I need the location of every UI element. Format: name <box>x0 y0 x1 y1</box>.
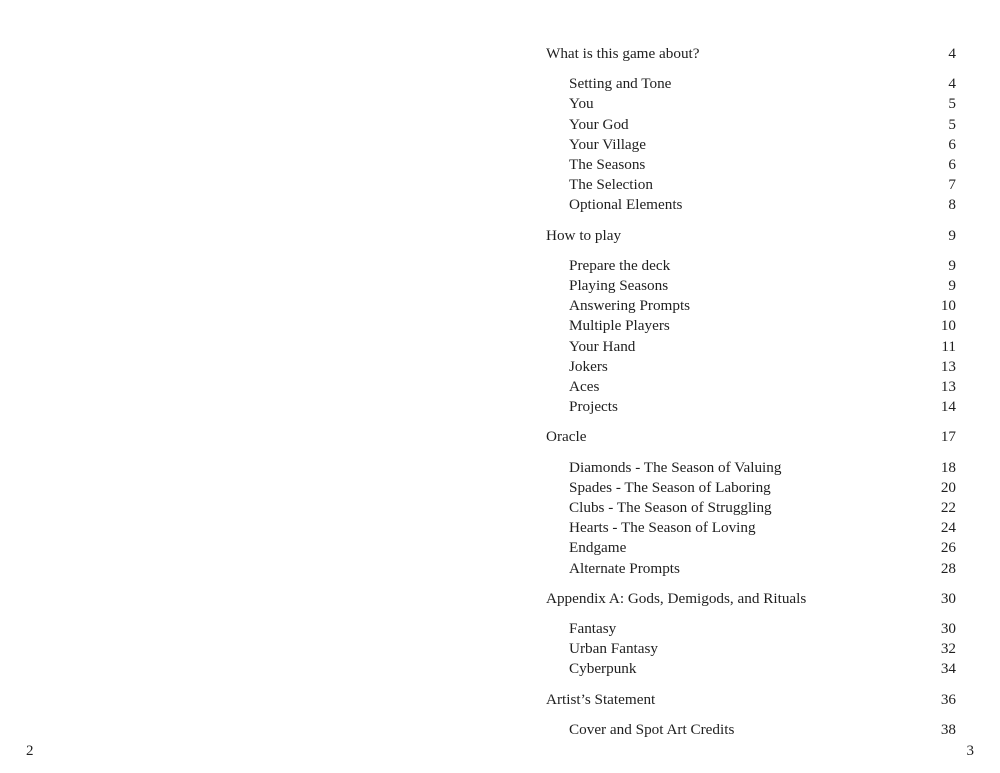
toc-subentry-title: Urban Fantasy <box>569 640 658 658</box>
toc-subentry-title: The Seasons <box>569 156 646 174</box>
toc-subentry[interactable] <box>546 256 956 276</box>
toc-subentry-title: Your Hand <box>569 337 636 355</box>
toc-section-appendix-a <box>546 589 956 680</box>
toc-subentry[interactable] <box>546 377 956 397</box>
toc-subentry[interactable] <box>546 74 956 94</box>
toc-entry[interactable] <box>546 44 956 64</box>
toc-subentry-title: Cover and Spot Art Credits <box>569 720 735 738</box>
toc-subentry-page: 10 <box>940 317 956 335</box>
toc-subentry-title: Optional Elements <box>569 196 683 214</box>
toc-subentry-title: Clubs - The Season of Struggling <box>569 499 772 517</box>
toc-subentry-title: You <box>569 95 594 113</box>
toc-subentry[interactable] <box>546 397 956 417</box>
left-page-number: 2 <box>26 743 34 759</box>
right-page-number: 3 <box>966 743 974 759</box>
toc-subentry-title: Aces <box>569 378 600 396</box>
toc-subentry-page: 4 <box>948 75 956 93</box>
toc-entry-title: Oracle <box>546 428 587 446</box>
toc-subentry-page: 14 <box>940 398 956 416</box>
toc-subentry-page: 5 <box>948 115 956 133</box>
toc-entry[interactable] <box>546 589 956 609</box>
toc-subentry-page: 22 <box>940 499 956 517</box>
toc-subentry-page: 5 <box>948 95 956 113</box>
toc-subentry-page: 6 <box>948 135 956 153</box>
toc-section-oracle <box>546 427 956 578</box>
toc-subentry[interactable] <box>546 518 956 538</box>
toc-subentry-page: 32 <box>940 640 956 658</box>
toc-subentry-page: 11 <box>941 337 956 355</box>
toc-subentry[interactable] <box>546 720 956 740</box>
toc-subentry[interactable] <box>546 357 956 377</box>
toc-subentry-page: 8 <box>948 196 956 214</box>
toc-subentry[interactable] <box>546 296 956 316</box>
toc-subentry-title: Playing Seasons <box>569 277 669 295</box>
toc-subentry-title: Projects <box>569 398 618 416</box>
toc-entry-page: 9 <box>948 226 956 244</box>
toc-subentry-title: Diamonds - The Season of Valuing <box>569 458 782 476</box>
toc-subentry[interactable] <box>546 175 956 195</box>
toc-subentry[interactable] <box>546 538 956 558</box>
toc-subentry[interactable] <box>546 316 956 336</box>
toc-entry-title: How to play <box>546 226 622 244</box>
toc-subentry-page: 18 <box>940 458 956 476</box>
toc-subentry[interactable] <box>546 115 956 135</box>
toc-subentry[interactable] <box>546 94 956 114</box>
toc-subentry-title: The Selection <box>569 176 653 194</box>
toc-subentry[interactable] <box>546 458 956 478</box>
toc-subentry-page: 13 <box>940 378 956 396</box>
toc-entry[interactable] <box>546 226 956 246</box>
toc-subentry[interactable] <box>546 639 956 659</box>
toc-subentry[interactable] <box>546 276 956 296</box>
toc-subentry-page: 38 <box>940 720 956 738</box>
toc-subentry-title: Hearts - The Season of Loving <box>569 519 756 537</box>
toc-subentry-title: Your Village <box>569 135 647 153</box>
toc-entry-page: 4 <box>948 45 956 62</box>
toc-subentry-title: Alternate Prompts <box>569 559 680 577</box>
toc-subentry-page: 34 <box>940 660 956 678</box>
toc-subentry[interactable] <box>546 337 956 357</box>
toc-subentry-page: 26 <box>940 539 956 557</box>
toc-subentry-page: 7 <box>948 176 956 194</box>
toc-subentry[interactable] <box>546 195 956 215</box>
toc-subentry-title: Your God <box>569 115 629 133</box>
toc-section-artists-statement <box>546 690 956 740</box>
toc-subentry-title: Answering Prompts <box>569 297 691 315</box>
right-page <box>500 0 1000 773</box>
table-of-contents <box>546 44 956 740</box>
toc-subentry-page: 9 <box>948 256 956 274</box>
toc-subentry[interactable] <box>546 478 956 498</box>
toc-subentry-title: Fantasy <box>569 620 617 638</box>
toc-subentry-page: 9 <box>948 277 956 295</box>
toc-subentry[interactable] <box>546 559 956 579</box>
toc-entry[interactable] <box>546 427 956 447</box>
toc-section-what-is-this-game-about <box>546 44 956 216</box>
toc-subentry[interactable] <box>546 155 956 175</box>
toc-subentry-title: Spades - The Season of Laboring <box>569 478 771 496</box>
toc-subentry-title: Multiple Players <box>569 317 670 335</box>
toc-section-how-to-play <box>546 226 956 418</box>
toc-subentry-title: Setting and Tone <box>569 75 672 93</box>
toc-entry-page: 17 <box>940 428 956 446</box>
toc-subentry-title: Cyberpunk <box>569 660 637 678</box>
toc-subentry-page: 20 <box>940 478 956 496</box>
toc-entry-title: What is this game about? <box>546 45 700 62</box>
toc-entry-page: 30 <box>940 589 956 607</box>
toc-subentry[interactable] <box>546 135 956 155</box>
toc-subentry[interactable] <box>546 659 956 679</box>
toc-subentry-page: 6 <box>948 156 956 174</box>
toc-entry-page: 36 <box>940 690 956 708</box>
toc-subentry-page: 24 <box>940 519 956 537</box>
toc-subentry-page: 28 <box>940 559 956 577</box>
toc-entry-title: Artist’s Statement <box>546 690 656 708</box>
toc-subentry-page: 30 <box>940 620 956 638</box>
toc-subentry-title: Endgame <box>569 539 627 557</box>
toc-entry[interactable] <box>546 690 956 710</box>
toc-subentry[interactable] <box>546 498 956 518</box>
toc-entry-title: Appendix A: Gods, Demigods, and Rituals <box>546 589 807 607</box>
toc-subentry-title: Jokers <box>569 357 608 375</box>
toc-subentry-page: 13 <box>940 357 956 375</box>
toc-subentry-title: Prepare the deck <box>569 256 671 274</box>
toc-subentry[interactable] <box>546 619 956 639</box>
toc-subentry-page: 10 <box>940 297 956 315</box>
